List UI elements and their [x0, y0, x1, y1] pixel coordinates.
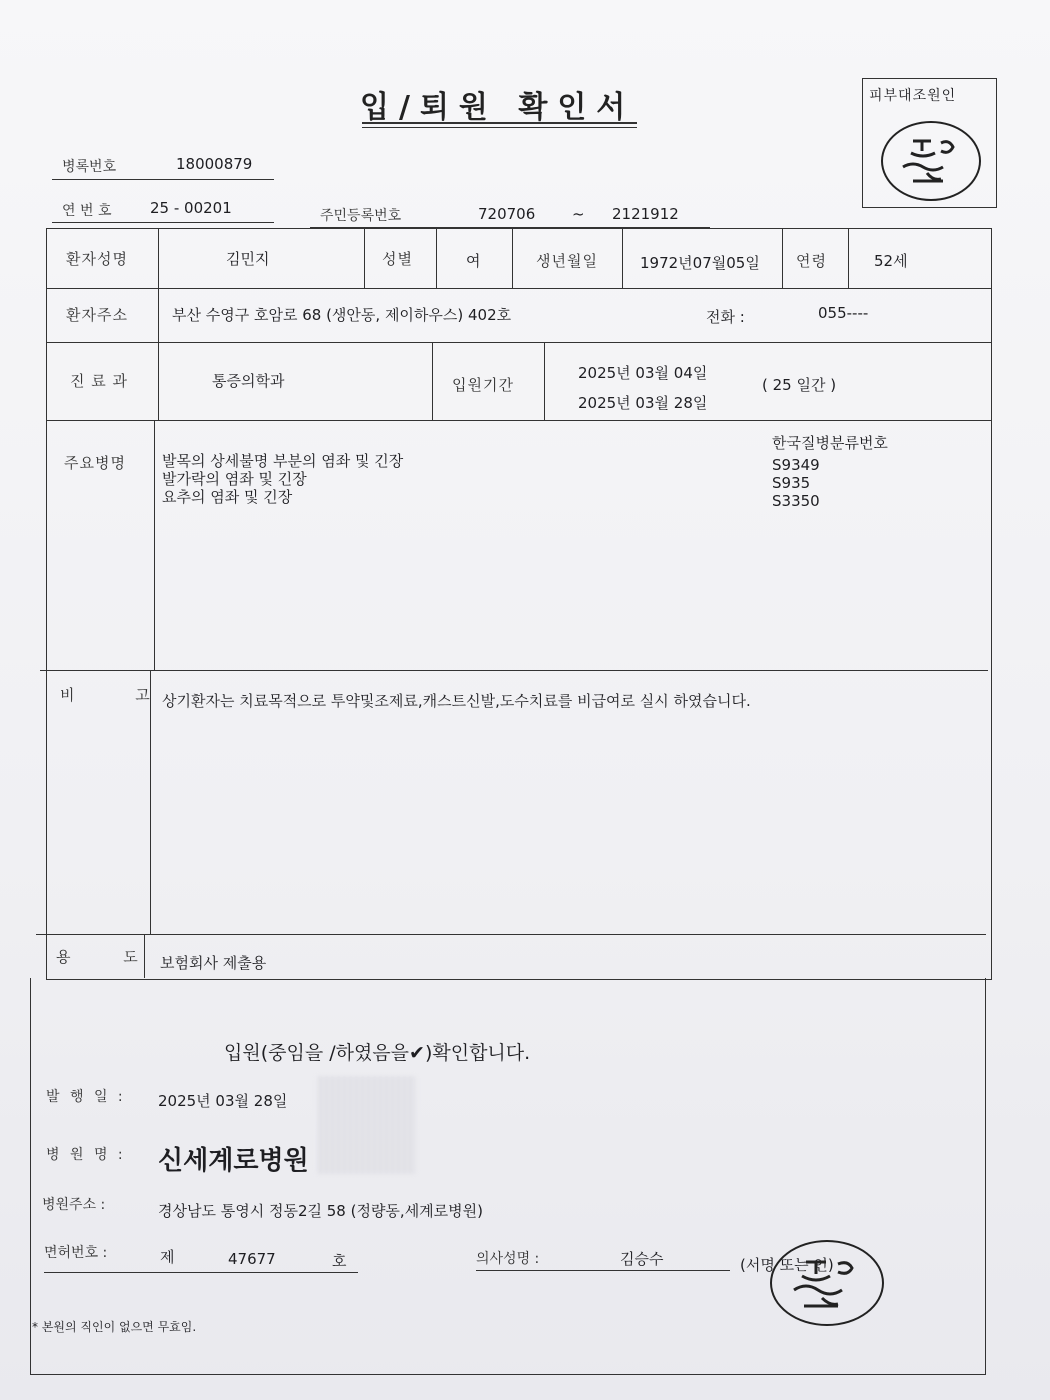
department-label: 진 료 과: [70, 372, 129, 390]
title-underline-2: [362, 127, 637, 128]
license-suffix: 호: [332, 1252, 347, 1270]
table-rule: [46, 342, 992, 343]
diagnosis-label: 주요병명: [64, 454, 126, 472]
license-prefix: 제: [160, 1248, 175, 1266]
patient-sex: 여: [466, 252, 481, 270]
patient-name: 김민지: [226, 250, 270, 268]
seal-glyph-icon: [883, 123, 979, 199]
table-divider: [848, 228, 849, 288]
rrn-dash: ~: [572, 205, 585, 223]
table-divider: [158, 228, 159, 288]
serial-number-underline: [52, 222, 274, 223]
issue-date-label: 발 행 일 :: [46, 1089, 126, 1105]
table-divider: [364, 228, 365, 288]
rrn-back: 2121912: [612, 205, 679, 223]
table-divider: [622, 228, 623, 288]
table-rule: [46, 288, 992, 289]
table-divider: [158, 342, 159, 420]
seal-glyph-icon: [772, 1242, 882, 1324]
confirmer-label: 피부대조원인: [869, 88, 957, 104]
license-label: 면허번호 :: [44, 1245, 108, 1261]
table-divider: [512, 228, 513, 288]
department-value: 통증의학과: [212, 372, 285, 390]
issue-date-value: 2025년 03월 28일: [158, 1092, 288, 1110]
disease-code-header: 한국질병분류번호: [772, 434, 888, 452]
license-underline: [44, 1272, 358, 1273]
table-divider: [432, 342, 433, 420]
redaction-blur: [316, 1076, 416, 1174]
serial-number-value: 25 - 00201: [150, 199, 232, 217]
patient-sex-label: 성별: [382, 250, 413, 268]
patient-dob-label: 생년월일: [536, 252, 598, 270]
patient-address-label: 환자주소: [66, 306, 128, 324]
patient-age-label: 연령: [796, 252, 827, 270]
table-divider: [782, 228, 783, 288]
rrn-label: 주민등록번호: [320, 208, 402, 224]
doctor-name: 김승수: [620, 1250, 664, 1268]
table-divider: [436, 228, 437, 288]
purpose-label: 용 도: [56, 948, 162, 966]
doctor-name-label: 의사성명 :: [476, 1251, 540, 1267]
admission-days: ( 25 일간 ): [762, 376, 837, 394]
table-rule: [36, 934, 986, 935]
diagnosis-code: S9349: [772, 456, 820, 474]
diagnosis-code: S3350: [772, 492, 820, 510]
hospital-name-label: 병 원 명 :: [46, 1147, 126, 1163]
patient-age: 52세: [874, 252, 908, 270]
patient-phone: 055----: [818, 304, 869, 322]
license-number: 47677: [228, 1250, 276, 1268]
document-title: 입/퇴원 확인서: [360, 90, 636, 125]
purpose-value: 보험회사 제출용: [160, 954, 267, 972]
admission-start: 2025년 03월 04일: [578, 364, 708, 382]
main-table: [46, 228, 992, 980]
hospital-address-label: 병원주소 :: [42, 1197, 106, 1213]
serial-number-row: [52, 198, 274, 222]
doctor-underline: [476, 1270, 730, 1271]
patient-name-label: 환자성명: [66, 250, 128, 268]
hospital-address: 경상남도 통영시 정동2길 58 (정량동,세계로병원): [158, 1202, 483, 1220]
table-rule: [40, 670, 988, 671]
rrn-row: [310, 203, 710, 227]
doctor-seal: [770, 1240, 884, 1326]
chart-number-value: 18000879: [176, 155, 253, 173]
confirmation-text: 입원(중임을 /하였음을✔)확인합니다.: [224, 1042, 531, 1064]
diagnosis-name: 요추의 염좌 및 긴장: [162, 488, 293, 506]
patient-address: 부산 수영구 호암로 68 (생안동, 제이하우스) 402호: [172, 306, 512, 324]
remarks-text: 상기환자는 치료목적으로 투약및조제료,캐스트신발,도수치료를 비급여로 실시 하였습니다.: [162, 692, 751, 710]
chart-number-row: [52, 154, 274, 178]
table-divider: [150, 670, 151, 934]
footnote: * 본원의 직인이 없으면 무효임.: [32, 1320, 197, 1334]
admission-period-label: 입원기간: [452, 376, 514, 394]
patient-phone-label: 전화 :: [706, 308, 745, 326]
remarks-label: 비 고: [60, 686, 178, 704]
serial-number-label: 연 번 호: [62, 203, 112, 219]
chart-number-underline: [52, 179, 274, 180]
diagnosis-list: [162, 452, 403, 506]
confirmer-stamp-box: [862, 78, 997, 208]
chart-number-label: 병록번호: [62, 159, 117, 175]
table-divider: [158, 288, 159, 342]
admission-end: 2025년 03월 28일: [578, 394, 708, 412]
diagnosis-name: 발목의 상세불명 부분의 염좌 및 긴장: [162, 452, 404, 470]
table-divider: [544, 342, 545, 420]
diagnosis-name: 발가락의 염좌 및 긴장: [162, 470, 307, 488]
confirmer-seal: [881, 121, 981, 201]
table-rule: [46, 420, 992, 421]
patient-dob: 1972년07월05일: [640, 254, 760, 272]
title-underline: [362, 122, 637, 124]
doctor-sign-label: (서명 또는 인): [740, 1256, 834, 1274]
rrn-front: 720706: [478, 205, 536, 223]
table-divider: [154, 420, 155, 670]
hospital-name: 신세계로병원: [158, 1146, 309, 1176]
diagnosis-code: S935: [772, 474, 811, 492]
diagnosis-code-list: [772, 456, 820, 510]
